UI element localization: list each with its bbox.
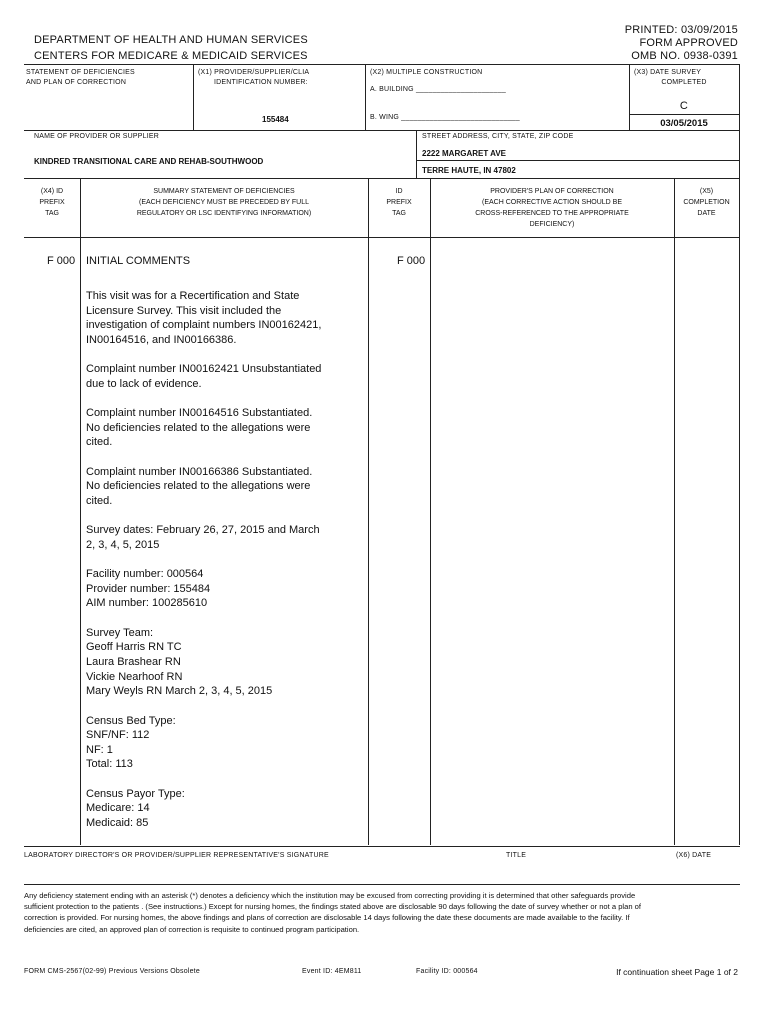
box1-bottom-border [24, 130, 740, 131]
box1-divider [193, 64, 194, 130]
summary-column-header: SUMMARY STATEMENT OF DEFICIENCIES (EACH DEFICIENCY MUST BE PRECEDED BY FULL REGULATORY OR LSC IDENTIFYING INFORMATION) [136, 188, 312, 217]
statement-label: STATEMENT OF DEFICIENCIES [26, 69, 135, 76]
box1-top-border [24, 64, 740, 65]
form-approved: FORM APPROVED [639, 37, 738, 49]
box2-divider [416, 130, 417, 178]
address-divider [416, 160, 739, 161]
column-divider [368, 178, 369, 845]
x3-label: (X3) DATE SURVEY [634, 69, 702, 76]
entry-paragraph: Complaint number IN00162421 Unsubstantiated due to lack of evidence. [86, 363, 322, 390]
facility-id: Facility ID: 000564 [416, 968, 478, 975]
box1-divider [365, 64, 366, 130]
entry-body [86, 289, 366, 845]
city-state-zip: TERRE HAUTE, IN 47802 [422, 166, 516, 175]
signature-line [24, 846, 740, 847]
entry-paragraph: Complaint number IN00166386 Substantiated. No deficiencies related to the allegations were cited. [86, 465, 313, 507]
survey-code: C [679, 100, 689, 112]
column-header-bottom [24, 237, 740, 238]
street-address: 2222 MARGARET AVE [422, 149, 507, 158]
department-title: DEPARTMENT OF HEALTH AND HUMAN SERVICES [34, 34, 308, 46]
agency-title: CENTERS FOR MEDICARE & MEDICAID SERVICES [34, 50, 308, 62]
signature-label: LABORATORY DIRECTOR'S OR PROVIDER/SUPPLIER REPRESENTATIVE'S SIGNATURE [24, 852, 329, 859]
x4-column-header: (X4) ID PREFIX TAG [39, 188, 65, 217]
entry-paragraph: Complaint number IN00164516 Substantiated. No deficiencies related to the allegations were cited. [86, 407, 313, 449]
column-divider [739, 178, 740, 845]
entry-paragraph: Facility number: 000564 Provider number: 155484 AIM number: 100285610 [86, 568, 211, 610]
deficiency-tag: F 000 [47, 255, 76, 267]
disclaimer-text: Any deficiency statement ending with an asterisk (*) denotes a deficiency which the institution may be excused from correcting providing it is determined that other safeguards provide sufficient protection to the patients . (See instructions.) Except for nursing homes, the findings stated above are disclosable 90 days following the date of survey whether or not a plan of correction is provided. For nursing homes, the above findings and plans of correction are disclosable 14 days following the date these documents are made available to the facility. If deficiencies are cited, an approved plan of correction is requisite to continued program participation. [24, 891, 641, 934]
page-number: If continuation sheet Page 1 of 2 [616, 967, 738, 977]
correction-tag: F 000 [397, 255, 426, 267]
building-field: A. BUILDING ______________________ [370, 86, 507, 93]
column-divider [674, 178, 675, 845]
date-underline [629, 114, 739, 115]
entry-paragraph: Survey dates: February 26, 27, 2015 and March 2, 3, 4, 5, 2015 [86, 524, 320, 551]
provider-name: KINDRED TRANSITIONAL CARE AND REHAB-SOUTHWOOD [34, 157, 264, 166]
survey-completed-date: 03/05/2015 [660, 118, 708, 129]
box2-bottom-border [24, 178, 740, 179]
box1-divider [739, 64, 740, 130]
x5-column-header: (X5) COMPLETION DATE [683, 188, 730, 217]
omb-number: OMB NO. 0938-0391 [631, 50, 738, 62]
plan-column-header: PROVIDER'S PLAN OF CORRECTION (EACH CORRECTIVE ACTION SHOULD BE CROSS-REFERENCED TO THE APPROPRIATE DEFICIENCY) [475, 188, 629, 228]
column-divider [430, 178, 431, 845]
provider-name-label: NAME OF PROVIDER OR SUPPLIER [34, 133, 160, 140]
event-id: Event ID: 4EM811 [302, 968, 362, 975]
statement-label: AND PLAN OF CORRECTION [26, 79, 127, 86]
address-label: STREET ADDRESS, CITY, STATE, ZIP CODE [422, 133, 574, 140]
entry-title: INITIAL COMMENTS [86, 255, 191, 267]
id-column-header: ID PREFIX TAG [386, 188, 412, 217]
provider-id-number: 155484 [262, 115, 289, 124]
title-label: TITLE [506, 852, 527, 859]
entry-paragraph: This visit was for a Recertification and State Licensure Survey. This visit included the investigation of complaint numbers IN00162421, IN00164516, and IN00166386. [86, 290, 322, 346]
entry-paragraph: Survey Team: Geoff Harris RN TC Laura Brashear RN Vickie Nearhoof RN Mary Weyls RN March 2, 3, 4, 5, 2015 [86, 626, 273, 698]
entry-paragraph: Census Payor Type: Medicare: 14 Medicaid: 85 [86, 787, 185, 829]
x3-label: COMPLETED [661, 79, 707, 86]
x2-label: (X2) MULTIPLE CONSTRUCTION [370, 69, 483, 76]
x1-label: IDENTIFICATION NUMBER: [214, 79, 308, 86]
entry-paragraph: Census Bed Type: SNF/NF: 112 NF: 1 Total: 113 [86, 714, 176, 771]
wing-field: B. WING _____________________________ [370, 114, 520, 121]
disclaimer-divider [24, 884, 740, 885]
column-divider [80, 178, 81, 845]
printed-date: PRINTED: 03/09/2015 [624, 24, 738, 36]
box2-divider [739, 130, 740, 178]
form-number: FORM CMS-2567(02-99) Previous Versions Obsolete [24, 968, 200, 975]
date-label: (X6) DATE [676, 852, 712, 859]
x1-label: (X1) PROVIDER/SUPPLIER/CLIA [198, 69, 310, 76]
